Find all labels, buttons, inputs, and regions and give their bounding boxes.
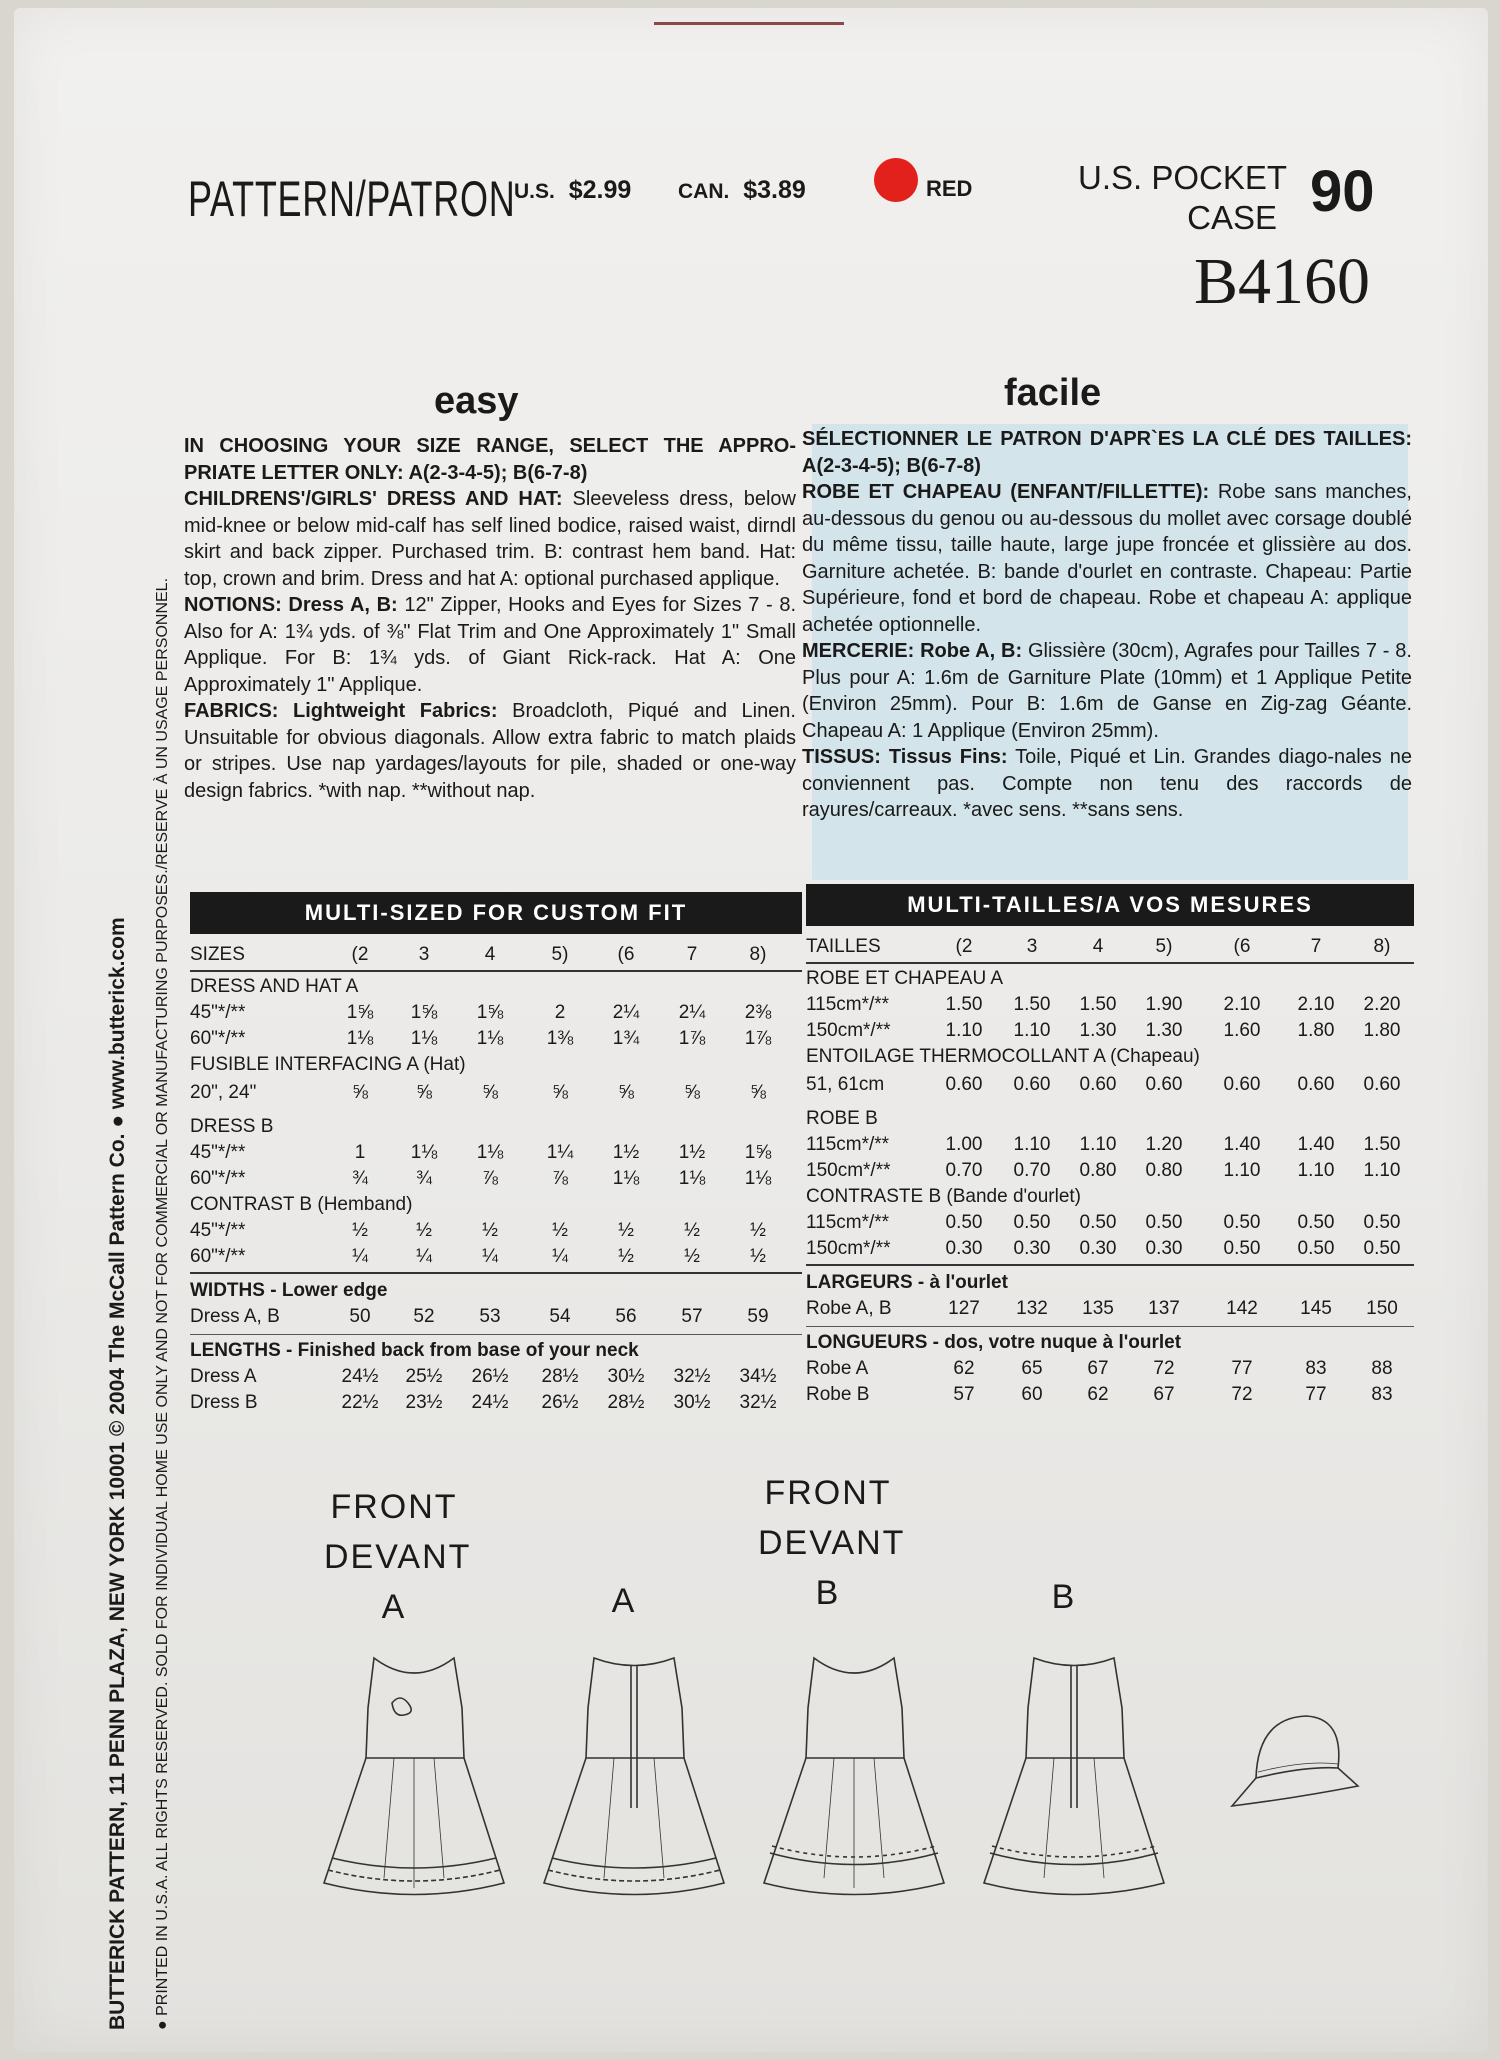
table-cell: (2	[351, 944, 369, 965]
table-cell: 5)	[1155, 936, 1173, 957]
table-rule	[190, 970, 802, 972]
table-cell: 1.90	[1145, 994, 1183, 1015]
table-cell: 145	[1300, 1298, 1332, 1319]
table-cell: ⅝	[482, 1082, 498, 1103]
garment-description-fr: Robe sans manches, au-dessous du genou ou au-dessous du mollet avec corsage doublé du même tissu, taille haute, large jupe froncée et glissière au dos. Garniture achetée. B: bande d'ourlet en contraste. Chapeau: Partie Supérieure, fond et bord de chapeau. Robe et chapeau A: applique achetée optionnelle.	[802, 481, 1412, 636]
top-rule	[654, 22, 844, 25]
table-cell: 1½	[678, 1142, 706, 1163]
french-description: SÉLECTIONNER LE PATRON D'APR`ES LA CLÉ DES TAILLES: A(2-3-4-5); B(6-7-8) ROBE ET CHAPEAU (ENFANT/FILLETTE): Robe sans manches, au-dessous du genou ou au-dessous du mollet avec corsage doublé du même tissu, taille haute, large jupe froncée et glissière au dos. Garniture achetée. B: bande d'ourlet en contraste. Chapeau: Partie Supérieure, fond et bord de chapeau. Robe et chapeau A: applique achetée optionnelle. MERCERIE: Robe A, B: Glissière (30cm), Agrafes pour Tailles 7 - 8. Plus pour A: 1.6m de Garniture Plate (10mm) et 1 Applique Petite (Environ 25mm). Pour B: 1.6m de Ganse en Zig-zag Géante. Chapeau A: 1 Applique (Environ 25mm). TISSUS: Tissus Fins: Toile, Piqué et Lin. Grandes diago-nales ne conviennent pas. Compte non tenu des raccords de rayures/carreaux. *avec sens. **sans sens.	[802, 428, 1412, 821]
table-cell: 1⅛	[346, 1028, 374, 1049]
table-cell: 25½	[405, 1366, 443, 1387]
row-label: DRESS AND HAT A	[190, 976, 359, 997]
table-cell: 1.50	[1079, 994, 1117, 1015]
size-range-note: IN CHOOSING YOUR SIZE RANGE, SELECT THE APPRO-PRIATE LETTER ONLY: A(2-3-4-5); B(6-7-8)	[184, 435, 796, 484]
table-cell: 59	[747, 1306, 769, 1327]
table-cell: ⅝	[618, 1082, 634, 1103]
table-cell: 137	[1148, 1298, 1180, 1319]
table-cell: (6	[617, 944, 635, 965]
table-cell: 1⅞	[678, 1028, 706, 1049]
row-label: TAILLES	[806, 936, 881, 957]
table-cell: 83	[1371, 1384, 1393, 1405]
table-cell: 77	[1305, 1384, 1327, 1405]
notions-text: 12" Zipper, Hooks and Eyes for Sizes 7 - 8. Also for A: 1¾ yds. of ⅜" Flat Trim and One Approximately 1" Small Applique. For B: 1¾ yds. of Giant Rick-rack. Hat A: One Approximately 1" Applique.	[184, 594, 797, 696]
table-cell: 1.80	[1363, 1020, 1401, 1041]
size-range-note-fr: SÉLECTIONNER LE PATRON D'APR`ES LA CLÉ DES TAILLES: A(2-3-4-5); B(6-7-8)	[802, 428, 1412, 477]
table-cell: 8)	[1373, 936, 1391, 957]
table-cell: 0.50	[945, 1212, 983, 1233]
table-cell: 24½	[471, 1392, 509, 1413]
table-cell: 28½	[607, 1392, 645, 1413]
table-cell: 54	[549, 1306, 571, 1327]
us-price: U.S. $2.99	[514, 176, 632, 204]
table-cell: 1⅝	[346, 1002, 374, 1023]
publisher-line: BUTTERICK PATTERN, 11 PENN PLAZA, NEW YORK 10001 © 2004 The McCall Pattern Co. ● www.butterick.com	[106, 917, 129, 2030]
row-label: 150cm*/**	[806, 1020, 891, 1041]
table-cell: 30½	[607, 1366, 645, 1387]
table-cell: 0.60	[1079, 1074, 1117, 1095]
table-cell: 52	[413, 1306, 435, 1327]
row-label: 45"*/**	[190, 1002, 246, 1023]
table-cell: 1.50	[1363, 1134, 1401, 1155]
table-cell: 1¼	[546, 1142, 574, 1163]
table-cell: 26½	[541, 1392, 579, 1413]
pattern-number: B4160	[1194, 245, 1371, 318]
english-heading: easy	[434, 380, 519, 422]
table-cell: 1⅛	[410, 1142, 438, 1163]
table-rule	[806, 1264, 1414, 1266]
dress-b-front-illustration	[754, 1648, 954, 1908]
table-rule	[806, 962, 1414, 964]
table-cell: 4	[484, 944, 496, 965]
table-cell: 7	[1310, 936, 1322, 957]
fabrics-text-fr: Toile, Piqué et Lin. Grandes diago-nales ne conviennent pas. Compte non tenu des raccords de rayures/carreaux. *avec sens. **sans sens.	[802, 746, 1412, 821]
table-cell: 0.50	[1363, 1238, 1401, 1259]
table-cell: ⅞	[552, 1168, 568, 1189]
view-a-front-caption: FRONT DEVANT A	[324, 1488, 472, 1626]
row-label: 51, 61cm	[806, 1074, 885, 1095]
table-cell: 1⅝	[744, 1142, 772, 1163]
row-label: Dress A, B	[190, 1306, 280, 1327]
notions-text-fr: Glissière (30cm), Agrafes pour Tailles 7 - 8. Plus pour A: 1.6m de Garniture Plate (10mm) et 1 Applique Petite (Environ 25mm). Pour B: 1.6m de Ganse en Zig-zag Géante. Chapeau A: 1 Applique (Environ 25mm).	[802, 640, 1412, 742]
yardage-table-en	[190, 938, 802, 1418]
table-cell: 65	[1021, 1358, 1043, 1379]
table-cell: 1½	[612, 1142, 640, 1163]
table-cell: 0.50	[1223, 1238, 1261, 1259]
table-cell: ½	[482, 1220, 498, 1241]
table-cell: 57	[681, 1306, 703, 1327]
table-cell: 4	[1092, 936, 1104, 957]
table-cell: ¼	[482, 1246, 498, 1267]
row-label: Robe B	[806, 1384, 870, 1405]
table-cell: 1⅛	[410, 1028, 438, 1049]
row-label: LARGEURS - à l'ourlet	[806, 1272, 1008, 1293]
table-cell: 1.30	[1145, 1020, 1183, 1041]
view-a-back-caption: A	[611, 1582, 637, 1620]
table-cell: 1.10	[1013, 1020, 1051, 1041]
table-cell: 1⅛	[476, 1028, 504, 1049]
view-b-front-caption: FRONT DEVANT B	[758, 1474, 906, 1612]
pattern-label: PATTERN/PATRON	[188, 171, 516, 227]
table-cell: 23½	[405, 1392, 443, 1413]
table-cell: 0.60	[1363, 1074, 1401, 1095]
table-cell: 150	[1366, 1298, 1398, 1319]
table-cell: 1⅛	[678, 1168, 706, 1189]
row-label: Dress B	[190, 1392, 258, 1413]
table-cell: 0.50	[1013, 1212, 1051, 1233]
yardage-table-fr	[806, 930, 1414, 1420]
table-cell: 0.60	[945, 1074, 983, 1095]
color-label: RED	[926, 176, 973, 201]
garment-description: Sleeveless dress, below mid-knee or below mid-calf has self lined bodice, raised waist, dirndl skirt and back zipper. Purchased trim. B: contrast hem band. Hat: top, crown and brim. Dress and hat A: optional purchased applique.	[184, 488, 796, 590]
table-cell: 1.40	[1297, 1134, 1335, 1155]
table-cell: 22½	[341, 1392, 379, 1413]
table-cell: 32½	[673, 1366, 711, 1387]
table-cell: ⅞	[482, 1168, 498, 1189]
table-cell: 1.30	[1079, 1020, 1117, 1041]
table-cell: 1.10	[1013, 1134, 1051, 1155]
table-cell: 1⅛	[744, 1168, 772, 1189]
table-cell: 0.30	[1145, 1238, 1183, 1259]
table-cell: 1⅝	[410, 1002, 438, 1023]
table-cell: (6	[1233, 936, 1251, 957]
table-cell: 50	[349, 1306, 371, 1327]
table-cell: 0.60	[1223, 1074, 1261, 1095]
row-label: ENTOILAGE THERMOCOLLANT A (Chapeau)	[806, 1046, 1200, 1067]
table-cell: ½	[684, 1220, 700, 1241]
table-cell: 34½	[739, 1366, 777, 1387]
row-label: 115cm*/**	[806, 1134, 890, 1155]
table-cell: ½	[750, 1246, 766, 1267]
table-cell: 7	[686, 944, 698, 965]
dress-a-front-illustration	[314, 1648, 514, 1908]
table-cell: 0.80	[1145, 1160, 1183, 1181]
table-cell: 132	[1016, 1298, 1048, 1319]
table-cell: 2¼	[678, 1002, 706, 1023]
table-cell: 0.70	[1013, 1160, 1051, 1181]
table-cell: 1⅛	[476, 1142, 504, 1163]
row-label: CONTRASTE B (Bande d'ourlet)	[806, 1186, 1081, 1207]
table-cell: ⅝	[552, 1082, 568, 1103]
table-rule	[806, 1326, 1414, 1327]
pocket-number: 90	[1310, 159, 1375, 224]
french-heading: facile	[1004, 372, 1102, 414]
table-cell: 67	[1153, 1384, 1175, 1405]
table-cell: ⅝	[352, 1082, 368, 1103]
table-cell: 28½	[541, 1366, 579, 1387]
table-cell: 1.60	[1223, 1020, 1261, 1041]
table-cell: ½	[352, 1220, 368, 1241]
table-cell: ½	[618, 1246, 634, 1267]
table-en-header: MULTI-SIZED FOR CUSTOM FIT	[190, 892, 802, 934]
table-cell: 0.60	[1297, 1074, 1335, 1095]
view-b-back-caption: B	[1051, 1578, 1077, 1616]
row-label: 60"*/**	[190, 1168, 246, 1189]
table-cell: 0.50	[1223, 1212, 1261, 1233]
table-cell: 2	[554, 1002, 566, 1023]
table-cell: ½	[552, 1220, 568, 1241]
table-cell: 1.00	[945, 1134, 983, 1155]
table-cell: 135	[1082, 1298, 1114, 1319]
table-cell: 0.70	[945, 1160, 983, 1181]
table-cell: 1.10	[1297, 1160, 1335, 1181]
pocket-case: U.S. POCKET CASE	[1078, 159, 1288, 236]
table-cell: 0.30	[1079, 1238, 1117, 1259]
table-cell: 5)	[551, 944, 569, 965]
fabrics-text: Broadcloth, Piqué and Linen. Unsuitable for obvious diagonals. Allow extra fabric to match plaids or stripes. Use nap yardages/layouts for pile, shaded or one-way design fabrics. *with nap. **without nap.	[184, 700, 796, 802]
table-cell: 3	[418, 944, 430, 965]
row-label: Dress A	[190, 1366, 257, 1387]
table-cell: 8)	[749, 944, 767, 965]
table-cell: 60	[1021, 1384, 1043, 1405]
english-description: IN CHOOSING YOUR SIZE RANGE, SELECT THE APPRO-PRIATE LETTER ONLY: A(2-3-4-5); B(6-7-8) CHILDRENS'/GIRLS' DRESS AND HAT: Sleeveless dress, below mid-knee or below mid-calf has self lined bodice, raised waist, dirndl skirt and back zipper. Purchased trim. B: contrast hem band. Hat: top, crown and brim. Dress and hat A: optional purchased applique. NOTIONS: Dress A, B: 12" Zipper, Hooks and Eyes for Sizes 7 - 8. Also for A: 1¾ yds. of ⅜" Flat Trim and One Approximately 1" Small Applique. For B: 1¾ yds. of Giant Rick-rack. Hat A: One Approximately 1" Applique. FABRICS: Lightweight Fabrics: Broadcloth, Piqué and Linen. Unsuitable for obvious diagonals. Allow extra fabric to match plaids or stripes. Use nap yardages/layouts for pile, shaded or one-way design fabrics. *with nap. **without nap.	[184, 435, 797, 802]
row-label: ROBE ET CHAPEAU A	[806, 968, 1004, 989]
row-label: 60"*/**	[190, 1246, 246, 1267]
table-cell: 1¾	[612, 1028, 640, 1049]
table-cell: ¼	[552, 1246, 568, 1267]
table-cell: 56	[615, 1306, 637, 1327]
table-cell: 142	[1226, 1298, 1258, 1319]
table-cell: 83	[1305, 1358, 1327, 1379]
table-cell: 62	[953, 1358, 975, 1379]
row-label: 150cm*/**	[806, 1160, 891, 1181]
row-label: LONGUEURS - dos, votre nuque à l'ourlet	[806, 1332, 1182, 1353]
row-label: DRESS B	[190, 1116, 274, 1137]
row-label: LENGTHS - Finished back from base of your neck	[190, 1340, 639, 1361]
table-cell: 127	[948, 1298, 980, 1319]
table-cell: 2.10	[1297, 994, 1335, 1015]
row-label: FUSIBLE INTERFACING A (Hat)	[190, 1054, 466, 1075]
table-fr-header: MULTI-TAILLES/A VOS MESURES	[806, 884, 1414, 926]
row-label: 45"*/**	[190, 1220, 246, 1241]
table-cell: ½	[416, 1220, 432, 1241]
table-cell: ¼	[352, 1246, 368, 1267]
table-cell: 72	[1231, 1384, 1253, 1405]
table-cell: 77	[1231, 1358, 1253, 1379]
row-label: Robe A	[806, 1358, 869, 1379]
row-label: CONTRAST B (Hemband)	[190, 1194, 413, 1215]
table-cell: 0.30	[945, 1238, 983, 1259]
table-cell: 1⅞	[744, 1028, 772, 1049]
table-cell: ½	[618, 1220, 634, 1241]
table-cell: 72	[1153, 1358, 1175, 1379]
table-cell: 0.30	[1013, 1238, 1051, 1259]
table-cell: 0.60	[1013, 1074, 1051, 1095]
can-price: CAN. $3.89	[678, 176, 806, 204]
table-cell: 1.80	[1297, 1020, 1335, 1041]
table-cell: 0.50	[1297, 1238, 1335, 1259]
table-cell: 62	[1087, 1384, 1109, 1405]
row-label: 150cm*/**	[806, 1238, 891, 1259]
row-label: 60"*/**	[190, 1028, 246, 1049]
table-cell: ¾	[416, 1168, 432, 1189]
table-cell: ⅝	[416, 1082, 432, 1103]
pattern-envelope-back	[14, 8, 1488, 2052]
row-label: Robe A, B	[806, 1298, 892, 1319]
dress-b-back-illustration	[974, 1648, 1174, 1908]
table-cell: 2⅜	[744, 1002, 772, 1023]
table-rule	[190, 1334, 802, 1335]
row-label: WIDTHS - Lower edge	[190, 1280, 388, 1301]
table-cell: ½	[750, 1220, 766, 1241]
row-label: 115cm*/**	[806, 1212, 890, 1233]
table-cell: 1.10	[1223, 1160, 1261, 1181]
table-cell: 1.10	[1079, 1134, 1117, 1155]
rights-line: ● PRINTED IN U.S.A. ALL RIGHTS RESERVED. SOLD FOR INDIVIDUAL HOME USE ONLY AND NOT FOR COMMERCIAL OR MANUFACTURING PURPOSES./RESERVE À UN USAGE PERSONNEL.	[154, 577, 171, 2030]
table-cell: 0.60	[1145, 1074, 1183, 1095]
color-dot	[874, 158, 918, 202]
table-cell: 0.50	[1145, 1212, 1183, 1233]
table-cell: 88	[1371, 1358, 1393, 1379]
table-cell: 1⅛	[612, 1168, 640, 1189]
table-cell: 0.50	[1079, 1212, 1117, 1233]
table-cell: 0.50	[1297, 1212, 1335, 1233]
row-label: SIZES	[190, 944, 245, 965]
table-cell: 1.10	[1363, 1160, 1401, 1181]
table-cell: 1	[354, 1142, 366, 1163]
table-cell: 1⅝	[476, 1002, 504, 1023]
table-cell: 30½	[673, 1392, 711, 1413]
table-rule	[190, 1272, 802, 1274]
table-cell: 2.10	[1223, 994, 1261, 1015]
table-cell: 32½	[739, 1392, 777, 1413]
table-cell: 1.10	[945, 1020, 983, 1041]
table-cell: ½	[684, 1246, 700, 1267]
table-cell: 26½	[471, 1366, 509, 1387]
table-cell: ⅝	[750, 1082, 766, 1103]
row-label: 20", 24"	[190, 1082, 257, 1103]
table-cell: 57	[953, 1384, 975, 1405]
table-cell: 0.80	[1079, 1160, 1117, 1181]
table-cell: 1.40	[1223, 1134, 1261, 1155]
table-cell: 2.20	[1363, 994, 1401, 1015]
row-label: 45"*/**	[190, 1142, 246, 1163]
table-cell: 67	[1087, 1358, 1109, 1379]
row-label: 115cm*/**	[806, 994, 890, 1015]
table-cell: 3	[1026, 936, 1038, 957]
table-cell: 1.20	[1145, 1134, 1183, 1155]
table-cell: (2	[955, 936, 973, 957]
table-cell: 24½	[341, 1366, 379, 1387]
table-cell: ⅝	[684, 1082, 700, 1103]
table-cell: 53	[479, 1306, 501, 1327]
dress-a-back-illustration	[534, 1648, 734, 1908]
table-cell: ¾	[352, 1168, 368, 1189]
table-cell: 1⅜	[546, 1028, 574, 1049]
row-label: ROBE B	[806, 1108, 878, 1129]
table-cell: ¼	[416, 1246, 432, 1267]
hat-illustration	[1226, 1708, 1366, 1818]
table-cell: 2¼	[612, 1002, 640, 1023]
table-cell: 1.50	[945, 994, 983, 1015]
table-cell: 1.50	[1013, 994, 1051, 1015]
table-cell: 0.50	[1363, 1212, 1401, 1233]
